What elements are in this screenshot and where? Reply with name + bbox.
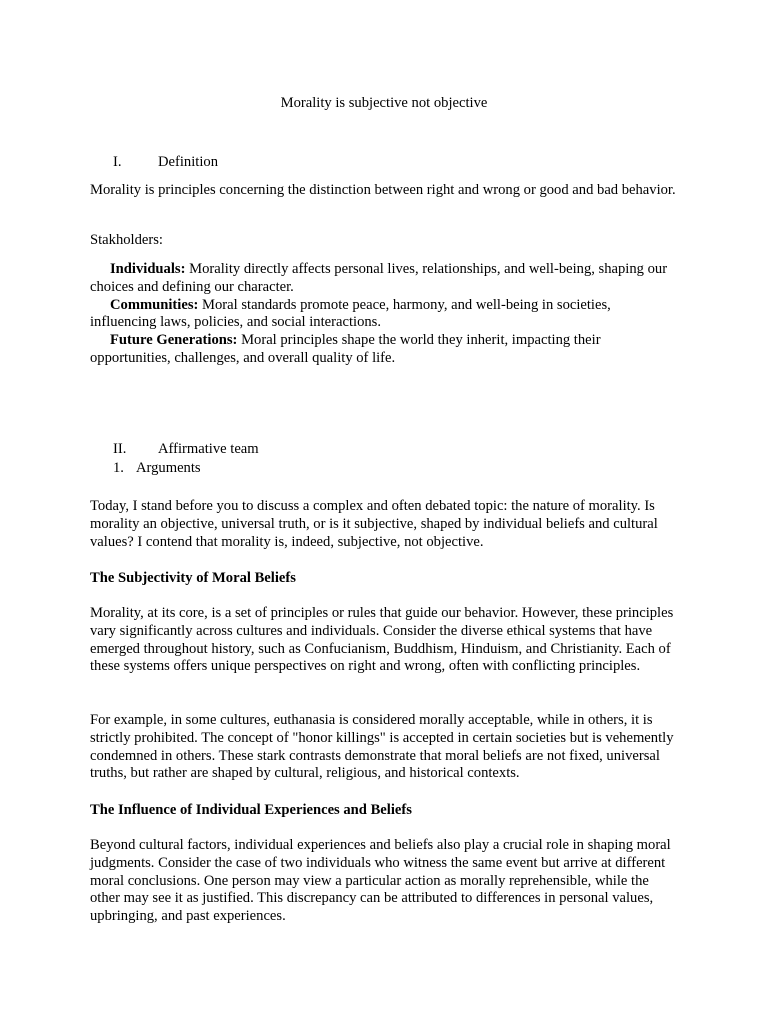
subjectivity-paragraph-1: Morality, at its core, is a set of principles or rules that guide our behavior. However, these principles vary significantly across cultures and individuals. Consider the diverse ethical systems that have emerged throughout history, such as Confucianism, Buddhism, Hinduism, and Christianity. Each of these systems offers unique perspectives on right and wrong, often with conflicting principles. — [90, 605, 674, 675]
stakeholder-name: Communities: — [110, 296, 199, 313]
stakeholders-label: Stakholders: — [90, 232, 163, 248]
subjectivity-paragraph-2: For example, in some cultures, euthanasia is considered morally acceptable, while in others, it is strictly prohibited. The concept of "honor killings" is accepted in certain societies but is vehemently condemned in others. These stark contrasts demonstrate that moral beliefs are not fixed, universal truths, but rather are shaped by cultural, religious, and historical contexts. — [90, 712, 674, 782]
stakeholder-text: Morality directly affects personal lives, relationships, and well-being, shaping our choices and defining our character. — [90, 261, 668, 295]
subheading-arguments — [113, 459, 201, 477]
heading-influence: The Influence of Individual Experiences and Beliefs — [90, 802, 412, 818]
stakeholder-item — [90, 332, 680, 368]
stakeholder-text: Moral standards promote peace, harmony, and well-being in societies, influencing laws, policies, and social interactions. — [90, 296, 611, 331]
definition-paragraph: Morality is principles concerning the distinction between right and wrong or good and bad behavior. — [90, 182, 676, 198]
list-number: 1. — [113, 460, 124, 476]
section-title: Definition — [158, 154, 218, 170]
document-title: Morality is subjective not objective — [280, 95, 488, 111]
section-heading-affirmative — [113, 440, 259, 458]
stakeholder-item — [90, 261, 680, 297]
intro-paragraph: Today, I stand before you to discuss a complex and often debated topic: the nature of morality. Is morality an objective, universal truth, or is it subjective, shaped by individual beliefs and cultural values? I contend that morality is, indeed, subjective, not objective. — [90, 498, 658, 550]
heading-subjectivity: The Subjectivity of Moral Beliefs — [90, 570, 296, 586]
section-number: II. — [113, 441, 127, 457]
section-title: Affirmative team — [158, 441, 259, 457]
section-number: I. — [113, 154, 122, 170]
stakeholders-list — [90, 261, 680, 368]
stakeholder-item — [90, 297, 680, 333]
section-heading-definition — [113, 153, 218, 171]
stakeholder-name: Future Generations: — [110, 332, 238, 349]
list-title: Arguments — [136, 460, 201, 476]
stakeholder-text: Moral principles shape the world they inherit, impacting their opportunities, challenges, and overall quality of life. — [90, 332, 601, 366]
stakeholder-name: Individuals: — [110, 261, 186, 277]
influence-paragraph: Beyond cultural factors, individual experiences and beliefs also play a crucial role in shaping moral judgments. Consider the case of two individuals who witness the same event but arrive at different moral conclusions. One person may view a particular action as morally reprehensible, while the other may see it as justified. This discrepancy can be attributed to differences in personal values, upbringing, and past experiences. — [90, 837, 671, 925]
